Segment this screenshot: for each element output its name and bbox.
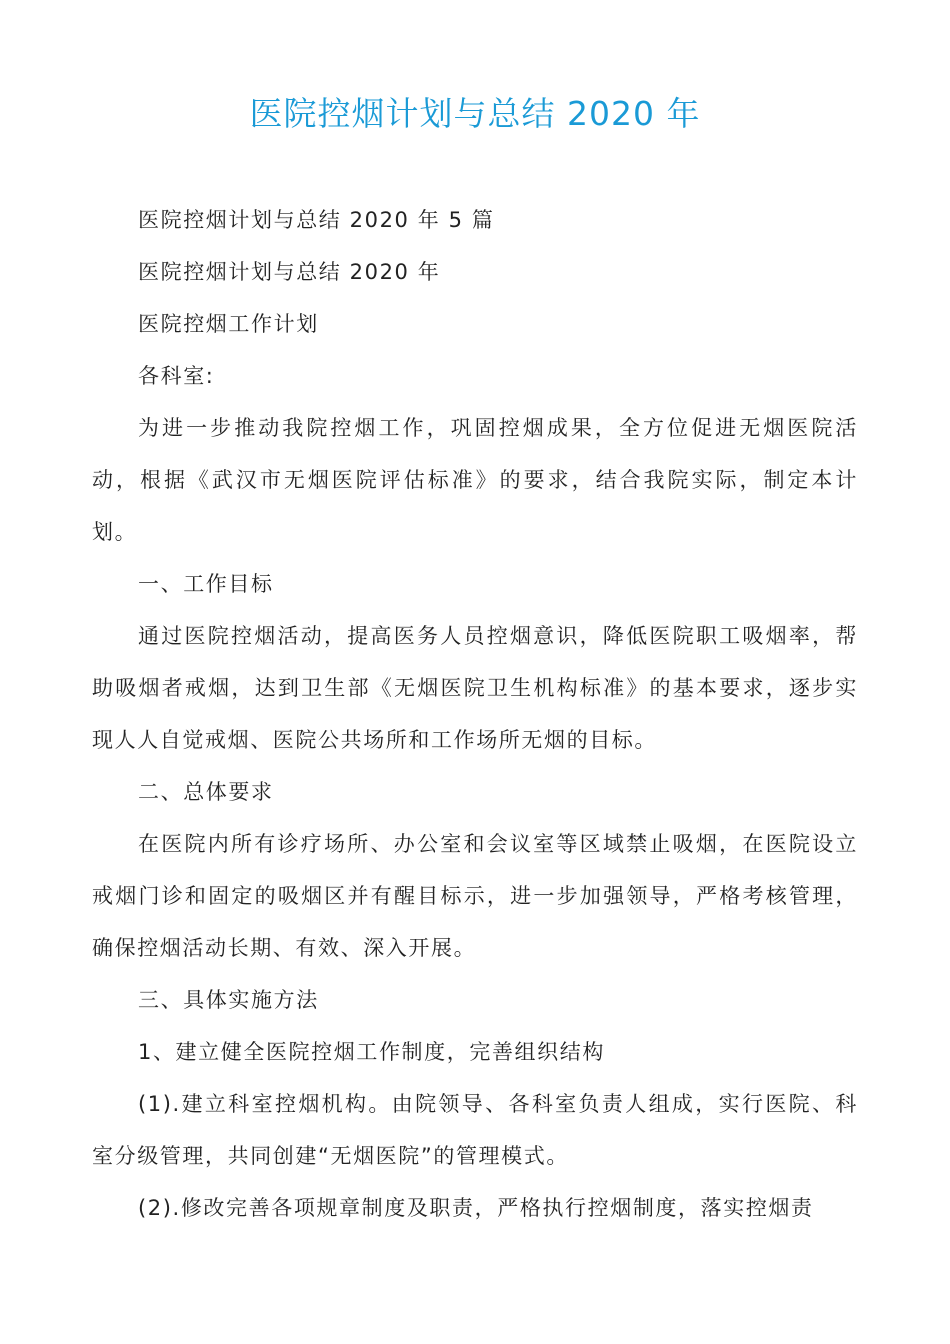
paragraph-item-1: (1).建立科室控烟机构。由院领导、各科室负责人组成，实行医院、科室分级管理，共同创建“无烟医院”的管理模式。 — [92, 1092, 858, 1168]
section-heading-requirements: 二、总体要求 — [138, 780, 274, 804]
document-title: 医院控烟计划与总结 2020 年 — [249, 94, 701, 133]
paragraph-goals: 通过医院控烟活动，提高医务人员控烟意识，降低医院职工吸烟率，帮助吸烟者戒烟，达到卫生部《无烟医院卫生机构标准》的基本要求，逐步实现人人自觉戒烟、医院公共场所和工作场所无烟的目标。 — [92, 624, 858, 752]
section-heading-methods: 三、具体实施方法 — [138, 988, 319, 1012]
paragraph-subtitle-five-articles: 医院控烟计划与总结 2020 年 5 篇 — [138, 208, 495, 232]
document-body — [92, 194, 858, 1234]
paragraph-subtitle-year: 医院控烟计划与总结 2020 年 — [138, 260, 441, 284]
paragraph-requirements: 在医院内所有诊疗场所、办公室和会议室等区域禁止吸烟，在医院设立戒烟门诊和固定的吸烟区并有醒目标示，进一步加强领导，严格考核管理，确保控烟活动长期、有效、深入开展。 — [92, 832, 858, 960]
paragraph-plan-heading: 医院控烟工作计划 — [138, 312, 319, 336]
section-heading-goals: 一、工作目标 — [138, 572, 274, 596]
paragraph-salutation: 各科室: — [138, 364, 215, 388]
paragraph-item-2: (2).修改完善各项规章制度及职责，严格执行控烟制度，落实控烟责 — [138, 1196, 814, 1220]
subsection-heading-1: 1、建立健全医院控烟工作制度，完善组织结构 — [138, 1040, 605, 1064]
paragraph-intro: 为进一步推动我院控烟工作，巩固控烟成果，全方位促进无烟医院活动，根据《武汉市无烟医院评估标准》的要求，结合我院实际，制定本计划。 — [92, 416, 858, 544]
